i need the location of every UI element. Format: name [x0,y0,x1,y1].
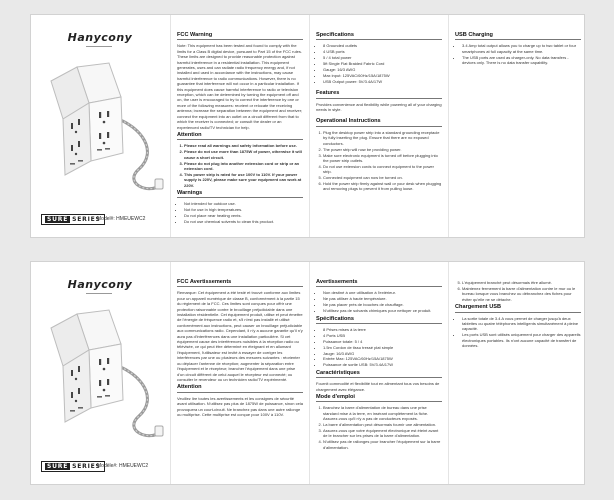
list-item: 2. La barre d'alimentation peut désormais fournir une alimentation. [323,422,442,427]
column-fcc [177,33,303,228]
list-item: • Non destiné à une utilisation à l'extérieur. [323,290,442,295]
list-item: 1. Branchez la barre d'alimentation de bureau dans une prise standard mise à la terre, en insérant complètement la fiche. Assurez-vous qu'il n'y a pas de conducteurs exposés. [323,405,442,421]
specifications-title: Spécifications [316,315,354,322]
manual-sheet-french [30,261,585,485]
fold-line [309,15,310,237]
brand-underline [86,46,112,47]
list-item: • Not for use in high temperatures. [184,207,303,212]
fcc-text: Remarque: Cet équipement a été testé et trouvé conforme aux limites pour un appareil numérique de classe B, conformément à la partie 15 du règlement de la FCC. Ces limites sont conçues pour offrir une protection raisonnable contre le brouillage préjudiciable dans une installation résidentielle. Cet équipement produit, utilise et peut émettre de l'énergie de fréquence radio et, s'il n'est pas installé et utilisé conformément aux instructions, peut causer un brouillage préjudiciable aux communications radio. Cependant, il n'y a aucune garantie qu'il n'y aura pas d'interférences dans une installation particulière. Si cet équipement cause des interférences nuisibles à la réception radio ou télévisée, ce qui peut être déterminé en éteignant et en allumant l'équipement, l'utilisateur est invité à essayer de corriger les interférences par une ou plusieurs des mesures suivantes : réorienter ou déplacer l'antenne de réception; augmenter la séparation entre l'équipement et le récepteur; brancher l'équipement dans une prise d'un circuit différent de celui auquel le récepteur est connecté; ou consulter le revendeur ou un technicien radio/TV expérimenté. [177,290,303,382]
list-item: 3. Please do not plug into another extension cord or strip or an extension cord. [184,161,303,172]
list-item: 6. Hold the power strip firmly against wall or your desk when plugging and removing plugs to prevent it from pulling loose. [323,181,442,192]
list-item: • Do not place near heating vents. [184,213,303,218]
list-item: 2. The power strip will now be providing power. [323,147,442,152]
list-item: • Ne pas utiliser à haute température. [323,296,442,301]
fold-line [309,262,310,484]
model-number: Modèle#: HMEUEWC2 [97,463,149,469]
fold-line [170,262,171,484]
list-item: 5. Connected equipment can now be turned on. [323,175,442,180]
attention-title: Attention [177,384,202,391]
features-title: Caractéristiques [316,369,360,376]
list-item: 4. Do not use extension cords to connect equipment to the power strip. [323,164,442,175]
list-item: • 5ft Single Flat Braided Fabric Cord [323,61,442,66]
list-item: 3. Assurez-vous que votre équipement électronique est éteint avant de le brancher sur les prises de la barre d'alimentation. [323,428,442,439]
model-number: Model#: HMEUEWC2 [97,216,146,222]
operation-list [316,405,442,450]
list-item: • Jauge: 16/3 AWG [323,351,442,356]
specifications-list [316,43,442,84]
power-strip-illustration [43,57,165,207]
usb-title: USB Charging [455,32,493,38]
list-item: • Puissance totale: 5 / 4 [323,339,442,344]
fcc-title: FCC Avertissements [177,279,232,285]
list-item: • Puissance de sortie USB: 5V/3.4A/17W [323,362,442,367]
specifications-title: Specifications [316,32,354,38]
usb-title: Chargement USB [455,304,502,311]
brand-underline [86,293,112,294]
specifications-list [316,327,442,368]
sure-series-badge: SURE SERIES [41,461,105,472]
brand-logo: Hanycony [67,278,133,291]
list-item: • Les ports USB sont utilisés uniquement pour charger des appareils électroniques portables. Ils n'ont aucune capacité de transfert de données. [462,332,581,348]
column-specifications [316,33,442,195]
list-item: • 4 USB ports [323,49,442,54]
list-item: 1. Please read all warnings and safety information before use. [184,143,303,148]
usb-list [455,316,581,349]
column-usb [455,280,581,351]
list-item: • 5 / 4 total power [323,55,442,60]
warnings-title: Avertissements [316,279,358,285]
list-item: • USB Output power: 5V/3.4A/17W [323,79,442,84]
list-item: • The USB ports are used as charger-only. No data transfers - devices only. There is no data transfer capability. [462,55,581,66]
list-item: • La sortie totale de 3.4 A vous permet de charger jusqu'à deux tablettes ou quatre téléphones intelligents simultanément à pleine capacité. [462,316,581,332]
list-item: 6. Maintenez fermement la barre d'alimentation contre le mur ou le bureau lorsque vous branchez ou débranchez des fiches pour éviter qu'elle ne se détache. [462,286,581,302]
column-fcc [177,280,303,420]
features-title: Features [316,90,340,97]
list-item: 4. N'utilisez pas de rallonges pour brancher l'équipement sur la barre d'alimentation. [323,439,442,450]
brand-logo: Hanycony [67,31,133,44]
features-text: Provides convenience and flexibility while powering all of your charging needs in style. [316,101,442,113]
list-item: • Max input: 125VAC/60Hz/15A/1875W [323,73,442,78]
manual-sheet-english [30,14,585,238]
attention-title: Attention [177,131,202,138]
list-item: • N'utilisez pas de solvants chimiques pour nettoyer ce produit. [323,308,442,313]
list-item: 3. Make sure electronic equipment is turned off before plugging into the power strip outlets. [323,153,442,164]
fold-line [448,262,449,484]
list-item: • Entrée Max: 125VAC/60Hz/15A/1875W [323,356,442,361]
column-usb [455,33,581,69]
column-specifications [316,280,442,453]
list-item: 1. Plug the desktop power strip into a standard grounding receptacle by fully inserting the plug. Ensure that there are no exposed conductors. [323,130,442,146]
warnings-title: Warnings [177,190,203,197]
list-item: 2. Please do not use more than 1875W of power, otherwise it will cause a short circuit. [184,149,303,160]
operation-title: Operational Instructions [316,118,381,125]
fold-line [448,15,449,237]
warnings-list [177,201,303,224]
operation-list [316,130,442,192]
list-item: • 4 Ports USB [323,333,442,338]
features-text: Fournit commodité et flexibilité tout en alimentant tous vos besoins de chargement avec élégance. [316,381,440,392]
fcc-text: Note: This equipment has been tested and found to comply with the limits for a Class B digital device, pursuant to Part 15 of the FCC rules. These limits are designed to provide reasonable protection against harmful interference in a residential installation. This equipment generates, uses and can radiate radio frequency energy and, if not installed and used in accordance with the instructions, may cause harmful interference to radio communications. However, there is no guarantee that interference will not occur in a particular installation. If this equipment does cause harmful interference to radio or television reception, which can be determined by turning the equipment off and on, the user is encouraged to try to correct the interference by one or more of the following measures: reorient or relocate the receiving antenna; increase the separation between the equipment and receiver; connect the equipment into an outlet on a circuit different from that to which the receiver is connected; or consult the dealer or an experienced radio/TV technician for help. [177,43,303,130]
list-item: • 8 Prises mises à la terre [323,327,442,332]
list-item: • 1.5m Cordon de tissu tressé plat simple [323,345,442,350]
operation-list-continued [455,280,581,302]
list-item: • Ne pas placer près de bouches de chauffage. [323,302,442,307]
list-item: • Do not use chemical solvents to clean this product. [184,219,303,224]
attention-text: Veuillez lire toutes les avertissements et les consignes de sécurité avant utilisation. N'utilisez pas plus de 1875W de puissance, sinon cela provoquera un court-circuit. Ne branchez pas dans une autre rallonge ou multiprise. Cette multiprise est conçue pour 100V à 110V. [177,395,303,417]
list-item: 4. This power strip is rated for use 100V to 110V. If your power supply is 220V, please make sure your equipment can work at 220V. [184,172,303,188]
attention-list [177,143,303,188]
sure-series-badge: SURE SERIES [41,214,105,225]
operation-title: Mode d'emploi [316,394,355,400]
warnings-list [316,290,442,313]
list-item: 5. L'équipement branché peut désormais être allumé. [462,280,581,285]
list-item: • Gauge: 16/3 AWG [323,67,442,72]
usb-list [455,43,581,65]
fold-line [170,15,171,237]
fcc-title: FCC Warning [177,32,213,38]
power-strip-illustration [43,304,165,454]
list-item: • Not intended for outdoor use. [184,201,303,206]
list-item: • 8 Grounded outlets [323,43,442,48]
list-item: • 3.4 Amp total output allows you to charge up to two tablet or four smartphones at full capacity at the same time. [462,43,581,54]
